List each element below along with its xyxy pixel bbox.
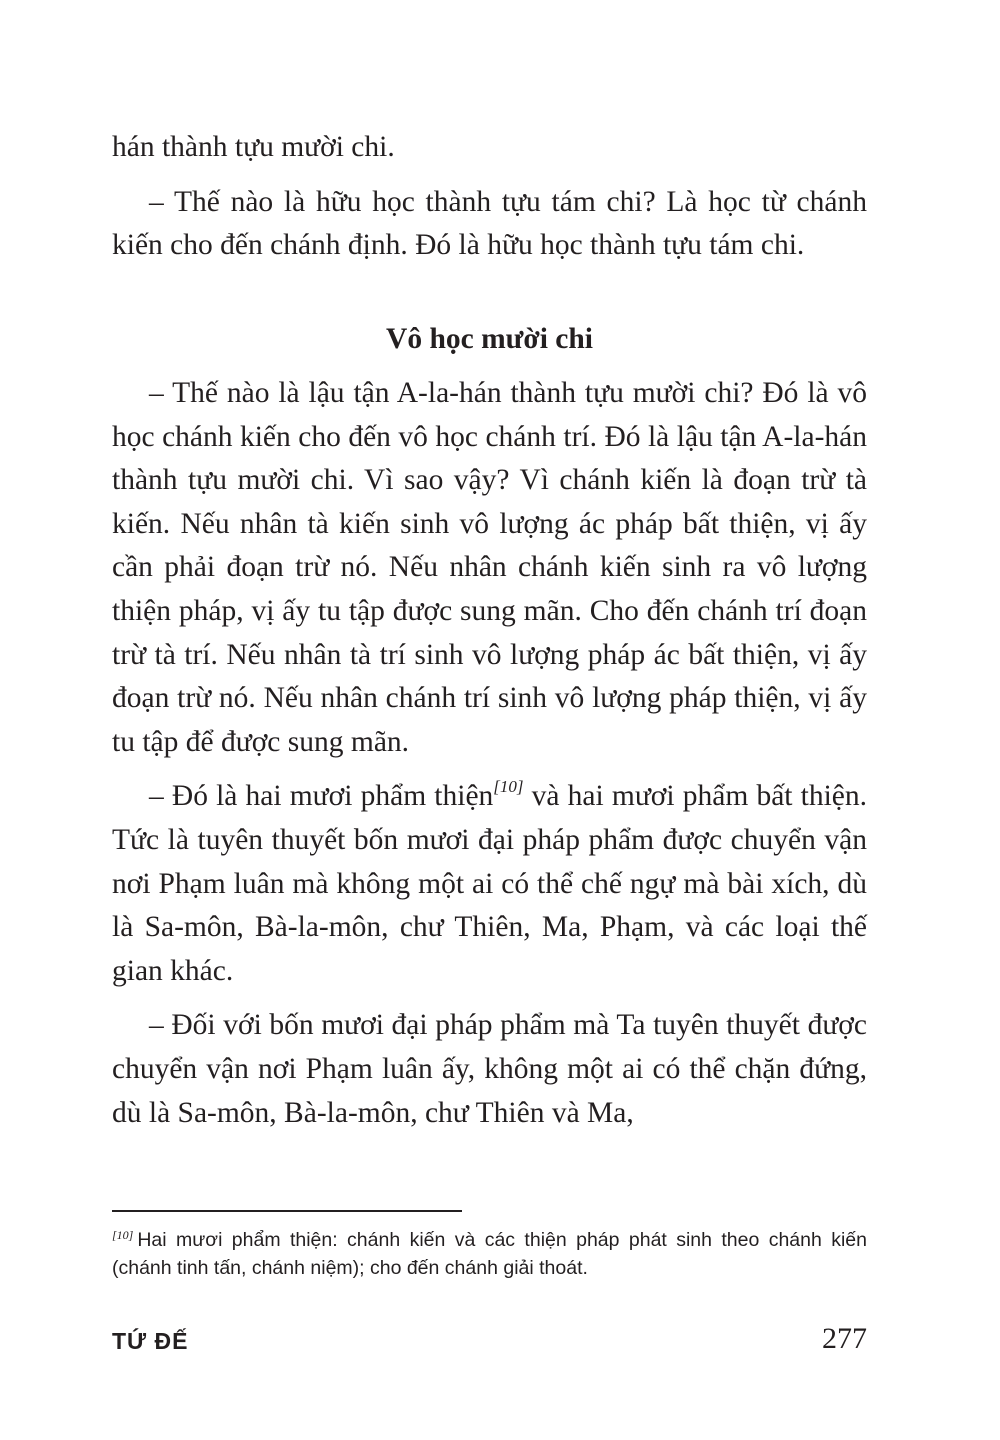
footnote-text: Hai mươi phẩm thiện: chánh kiến và các thiện pháp phát sinh theo chánh kiến (chánh tinh tấn, chánh niệm); cho đến chánh giải thoát. [112, 1229, 867, 1279]
body-text-main [112, 372, 867, 1135]
section-heading: Vô học mười chi [386, 323, 593, 355]
body-text-top [112, 126, 867, 268]
footnote-mark: [10] [112, 1228, 134, 1242]
paragraph-hai-muoi-pham [112, 775, 867, 993]
page-number: 277 [822, 1322, 867, 1355]
footnote-divider [112, 1210, 462, 1212]
paragraph-huu-hoc: – Thế nào là hữu học thành tựu tám chi? Là học từ chánh kiến cho đến chánh định. Đó là hữu học thành tựu tám chi. [112, 185, 867, 262]
paragraph-bon-muoi: – Đối với bốn mươi đại pháp phẩm mà Ta tuyên thuyết được chuyển vận nơi Phạm luân ấy, không một ai có thể chặn đứng, dù là Sa-môn, Bà-la-môn, chư Thiên và Ma, [112, 1009, 867, 1129]
footnote-reference[interactable]: [10] [493, 777, 524, 797]
paragraph-continuation: hán thành tựu mười chi. [112, 131, 395, 163]
running-title: TỨ ĐẾ [112, 1328, 189, 1354]
paragraph-fn-after: và hai mươi phẩm bất thiện. Tức là tuyên thuyết bốn mươi đại pháp phẩm được chuyển vận nơi Phạm luân mà không một ai có thể chế ngự mà bài xích, dù là Sa-môn, Bà-la-môn, chư Thiên, Ma, Phạm, và các loại thế gian khác. [112, 780, 867, 987]
paragraph-fn-before: – Đó là hai mươi phẩm thiện [149, 780, 494, 813]
footnote [112, 1226, 867, 1282]
paragraph-vo-hoc: – Thế nào là lậu tận A-la-hán thành tựu mười chi? Đó là vô học chánh kiến cho đến vô học chánh trí. Đó là lậu tận A-la-hán thành tựu mười chi. Vì sao vậy? Vì chánh kiến là đoạn trừ tà kiến. Nếu nhân tà kiến sinh vô lượng ác pháp bất thiện, vị ấy cần phải đoạn trừ nó. Nếu nhân chánh kiến sinh ra vô lượng thiện pháp, vị ấy tu tập được sung mãn. Cho đến chánh trí đoạn trừ tà trí. Nếu nhân tà trí sinh vô lượng pháp ác bất thiện, vị ấy đoạn trừ nó. Nếu nhân chánh trí sinh vô lượng pháp thiện, vị ấy tu tập để được sung mãn. [112, 377, 867, 758]
